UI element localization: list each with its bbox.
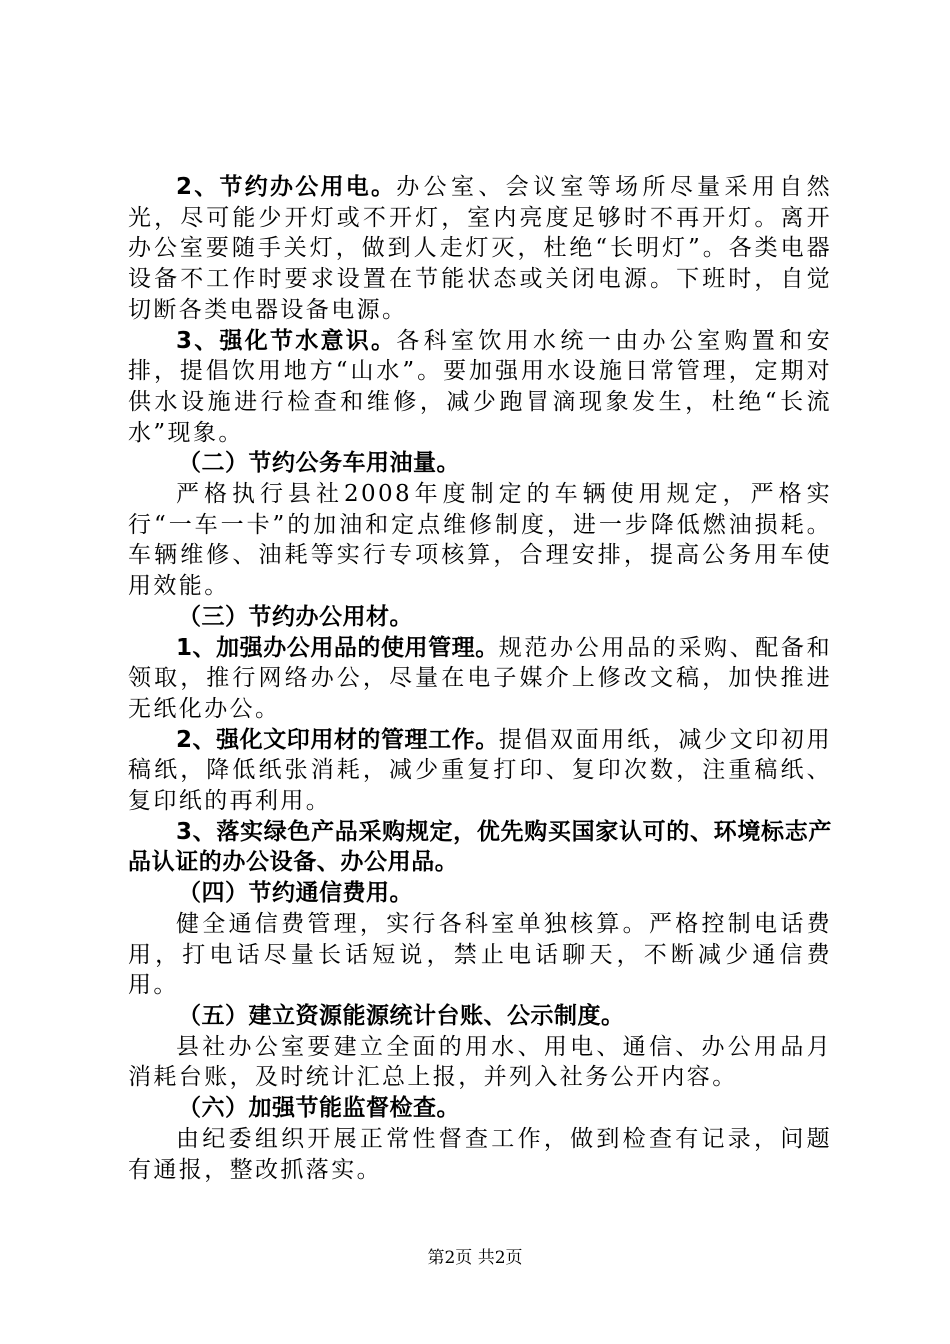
paragraph-text: 各科室饮用水统一由办公室购置和安排，提倡饮用地方“山水”。要加强用水设施日常管理，定期对供水设施进行检查和维修，减少跑冒滴现象发生，杜绝“长流水”现象。	[128, 327, 832, 446]
paragraph-statistics-ledger: 县社办公室要建立全面的用水、用电、通信、办公用品月消耗台账，及时统计汇总上报，并列入社务公开内容。	[128, 1033, 832, 1091]
paragraph-lead: 1、加强办公用品的使用管理。	[176, 634, 499, 661]
paragraph-supervision: 由纪委组织开展正常性督查工作，做到检查有记录，问题有通报，整改抓落实。	[128, 1125, 832, 1183]
paragraph-text: 办公室、会议室等场所尽量采用自然光，尽可能少开灯或不开灯，室内亮度足够时不再开灯。离开办公室要随手关灯，做到人走灯灭，杜绝“长明灯”。各类电器设备不工作时要求设置在节能状态或关闭电源。下班时，自觉切断各类电器设备电源。	[128, 174, 832, 323]
paragraph-lead: 2、强化文印用材的管理工作。	[176, 726, 499, 753]
paragraph-lead: 2、节约办公用电。	[176, 174, 397, 200]
paragraph-office-supplies	[128, 633, 832, 725]
section-heading-office-materials: （三）节约办公用材。	[178, 603, 413, 630]
paragraph-text: 规范办公用品的采购、配备和领取，推行网络办公，尽量在电子媒介上修改文稿，加快推进无纸化办公。	[128, 634, 832, 722]
paragraph-text: 提倡双面用纸，减少文印初用稿纸，降低纸张消耗，减少重复打印、复印次数，注重稿纸、复印纸的再利用。	[128, 726, 832, 815]
section-heading-vehicle-fuel: （二）节约公务车用油量。	[178, 450, 460, 477]
document-body	[128, 172, 832, 1185]
paragraph-save-water	[128, 326, 832, 449]
section-heading-supervision: （六）加强节能监督检查。	[178, 1095, 460, 1122]
section-heading-communication-costs: （四）节约通信费用。	[178, 880, 413, 907]
paragraph-green-procurement: 3、落实绿色产品采购规定，优先购买国家认可的、环境标志产品认证的办公设备、办公用品。	[128, 818, 832, 876]
section-heading-statistics-ledger: （五）建立资源能源统计台账、公示制度。	[178, 1002, 625, 1029]
page-footer: 第2页 共2页	[427, 1248, 523, 1268]
paragraph-communication-management: 健全通信费管理，实行各科室单独核算。严格控制电话费用，打电话尽量长话短说，禁止电话聊天，不断减少通信费用。	[128, 910, 832, 999]
paragraph-vehicle-rules: 严格执行县社2008年度制定的车辆使用规定，严格实行“一车一卡”的加油和定点维修制度，进一步降低燃油损耗。车辆维修、油耗等实行专项核算，合理安排，提高公务用车使用效能。	[128, 481, 832, 600]
paragraph-printing-materials	[128, 725, 832, 817]
paragraph-lead: 3、强化节水意识。	[176, 327, 397, 354]
paragraph-save-electricity	[128, 172, 832, 326]
